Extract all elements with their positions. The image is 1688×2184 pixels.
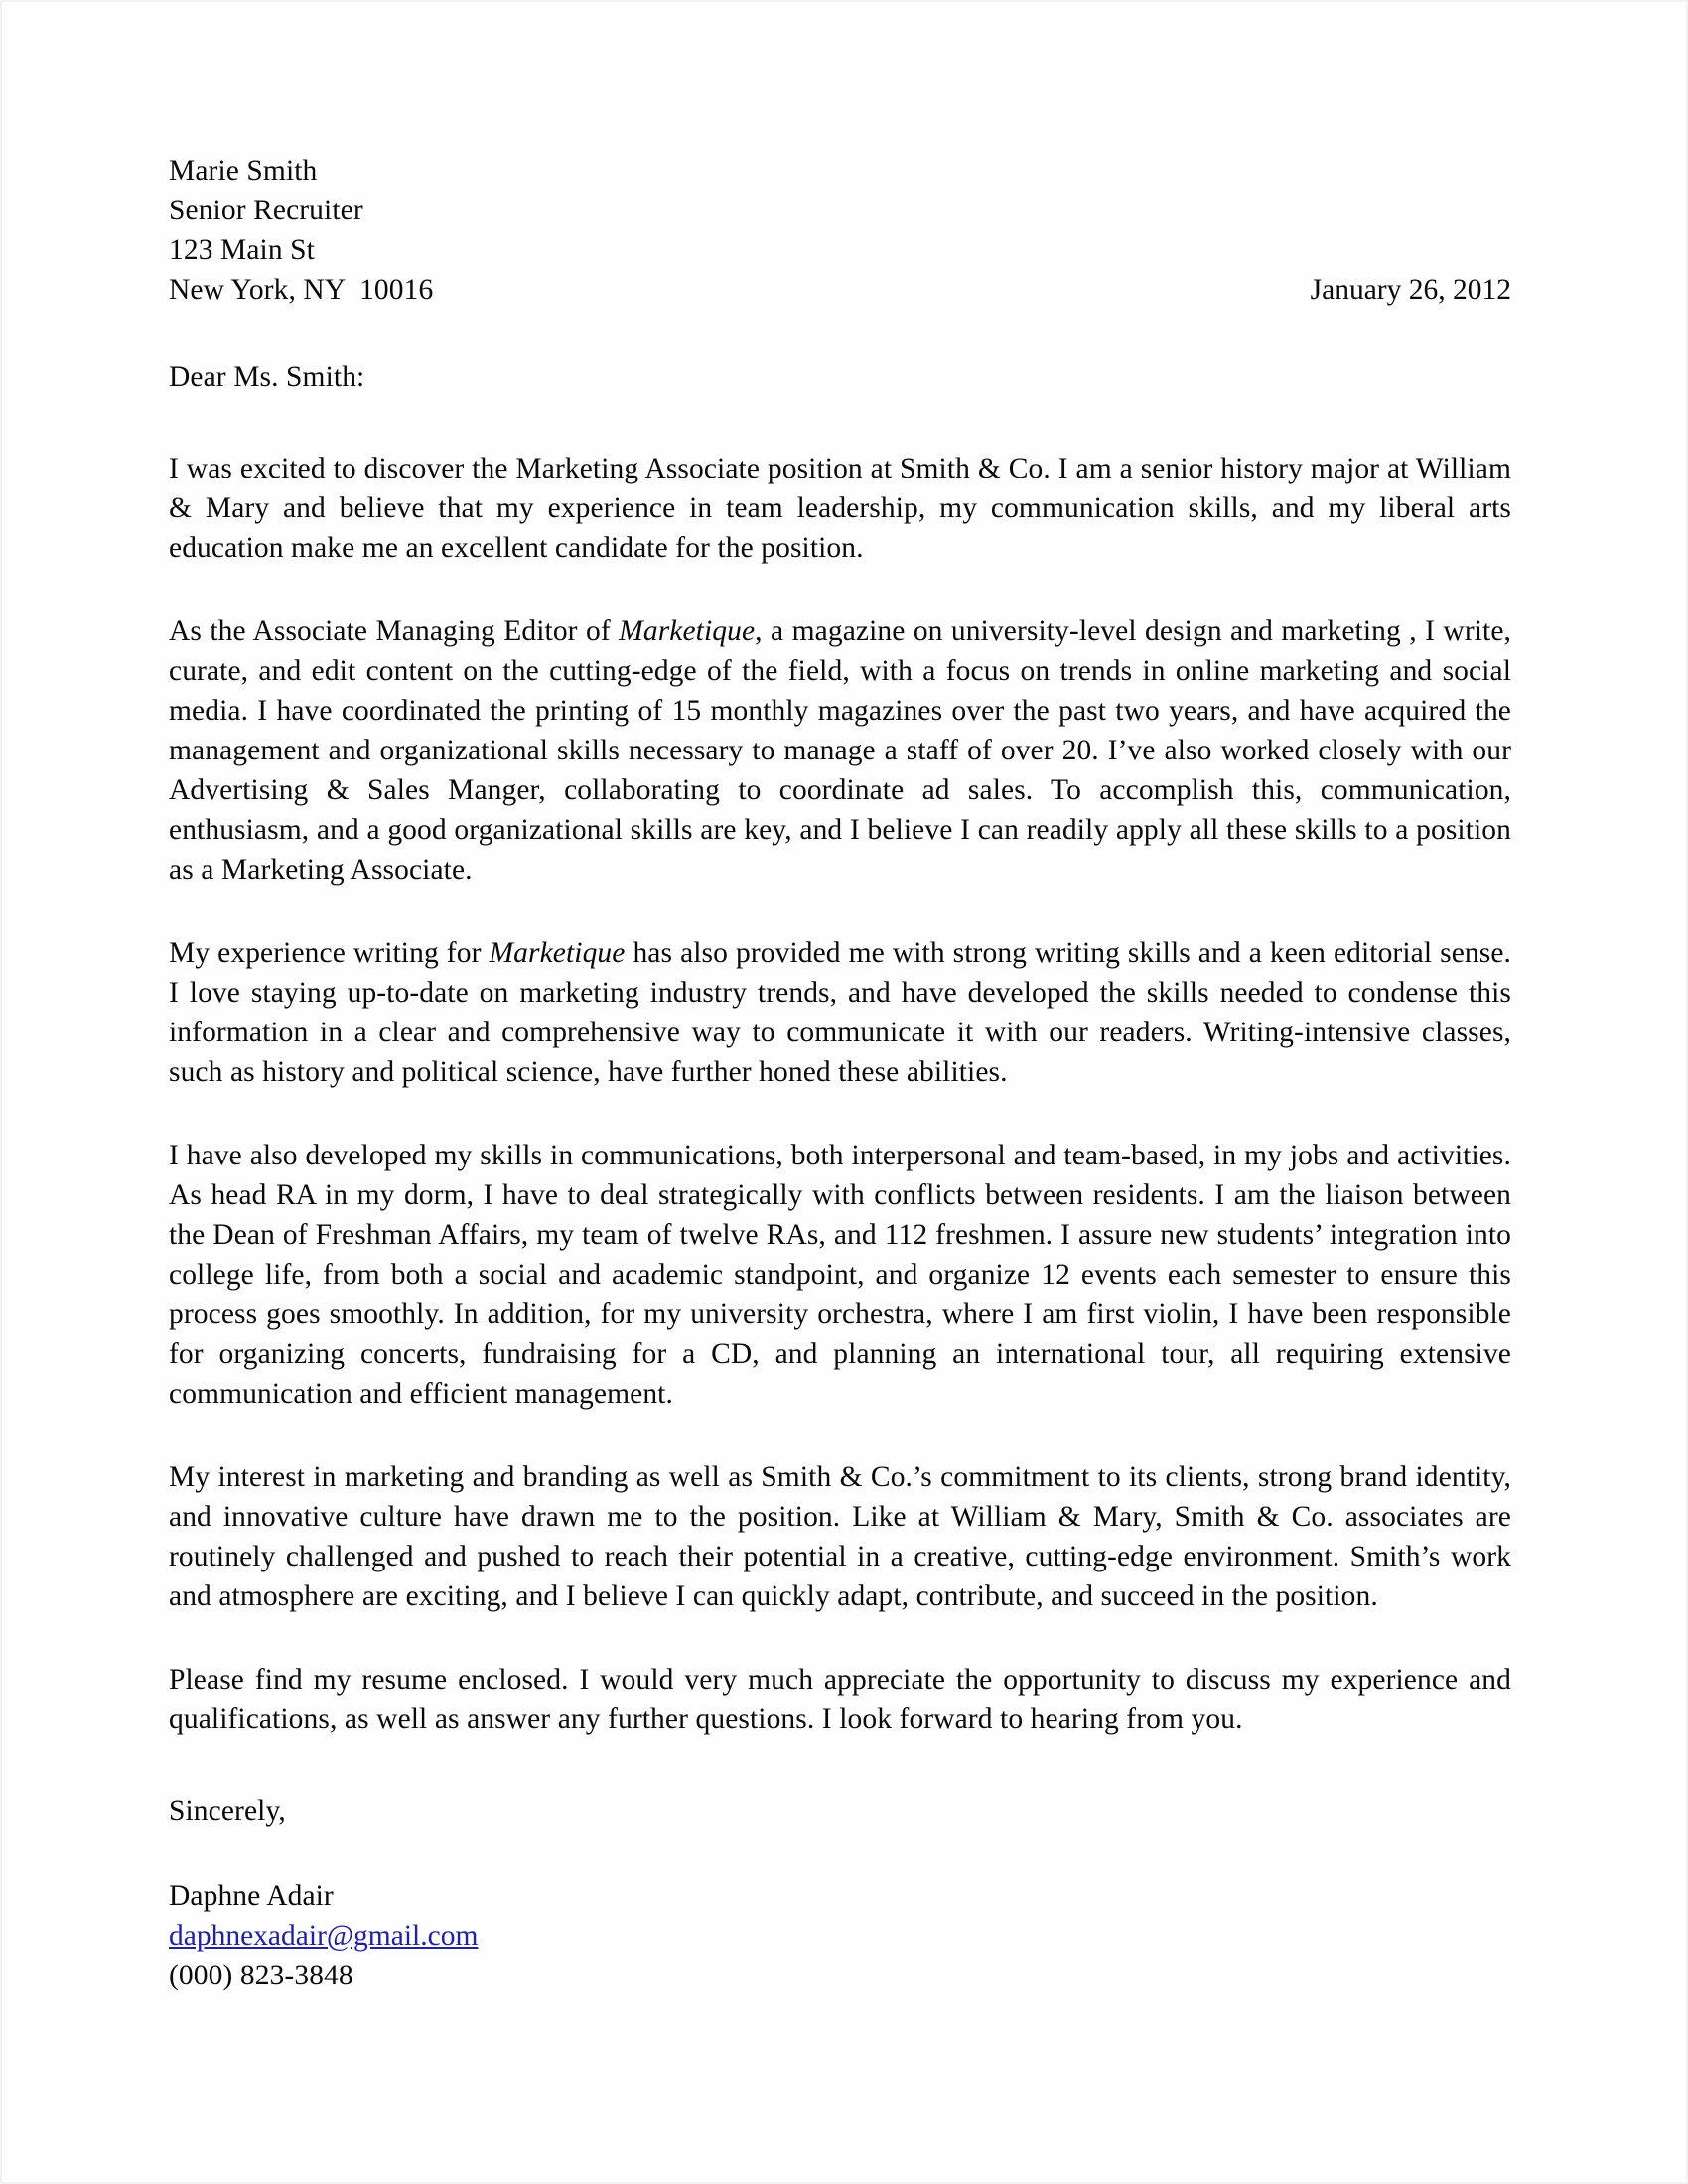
recipient-city-state-zip: New York, NY 10016 [169,274,434,306]
recipient-title: Senior Recruiter [169,195,363,226]
magazine-name-italic: Marketique [619,615,756,647]
letter-date: January 26, 2012 [1310,274,1511,306]
recipient-address-block [169,151,1511,310]
salutation: Dear Ms. Smith: [169,361,365,393]
paragraph-3-lead: My experience writing for [169,937,490,969]
paragraph-3-rest: has also provided me with strong writing skills and a keen editorial sense. I love staying up-to-date on marketing industry trends, and have developed the skills needed to condense this information in a clear and comprehensive way to communicate it with our readers. Writing-intensive classes, such as history and political science, have further honed these abilities. [169,937,1511,1088]
closing-line: Sincerely, [169,1795,286,1827]
signature-block [169,1876,1511,1995]
body-paragraph-3 [169,933,1511,1092]
body-paragraph-4: I have also developed my skills in communications, both interpersonal and team-based, in my jobs and activities. As head RA in my dorm, I have to deal strategically with conflicts between residents. I am the liaison between the Dean of Freshman Affairs, my team of twelve RAs, and 112 freshmen. I assure new students’ integration into college life, from both a social and academic standpoint, and organize 12 events each semester to ensure this process goes smoothly. In addition, for my university orchestra, where I am first violin, I have been responsible for organizing concerts, fundraising for a CD, and planning an international tour, all requiring extensive communication and efficient management. [169,1140,1511,1410]
letter-content [169,151,1511,1995]
signer-phone: (000) 823-3848 [169,1960,353,1991]
paragraph-2-rest: , a magazine on university-level design and marketing , I write, curate, and edit content on the cutting-edge of the field, with a focus on trends in online marketing and social media. I have coordinated the printing of 15 monthly magazines over the past two years, and have acquired the management and organizational skills necessary to manage a staff of over 20. I’ve also worked closely with our Advertising & Sales Manger, collaborating to coordinate ad sales. To accomplish this, communication, enthusiasm, and a good organizational skills are key, and I believe I can readily apply all these skills to a position as a Marketing Associate. [169,615,1512,886]
paragraph-2-lead: As the Associate Managing Editor of [169,615,620,647]
signer-name: Daphne Adair [169,1880,334,1912]
body-paragraph-2 [169,612,1511,889]
body-paragraph-5: My interest in marketing and branding as well as Smith & Co.’s commitment to its clients, strong brand identity, and innovative culture have drawn me to the position. Like at William & Mary, Smith & Co. associates are routinely challenged and pushed to reach their potential in a creative, cutting-edge environment. Smith’s work and atmosphere are exciting, and I believe I can quickly adapt, contribute, and succeed in the position. [169,1461,1511,1612]
body-paragraph-1: I was excited to discover the Marketing Associate position at Smith & Co. I am a senior history major at William & Mary and believe that my experience in team leadership, my communication skills, and my liberal arts education make me an excellent candidate for the position. [169,453,1511,564]
recipient-street: 123 Main St [169,234,315,266]
recipient-name: Marie Smith [169,155,318,187]
magazine-name-italic: Marketique [489,937,626,969]
body-paragraph-6: Please find my resume enclosed. I would very much appreciate the opportunity to discuss my experience and qualifications, as well as answer any further questions. I look forward to hearing from you. [169,1664,1511,1735]
email-link[interactable]: daphnexadair@gmail.com [169,1920,479,1952]
